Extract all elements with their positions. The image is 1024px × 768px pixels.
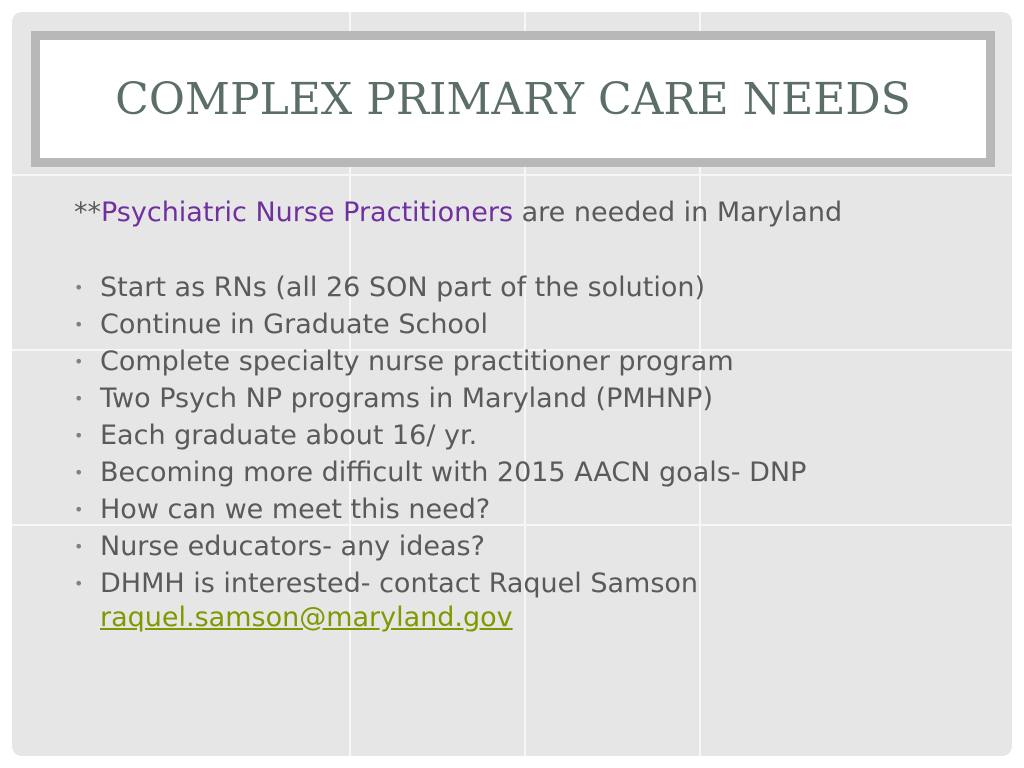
intro-highlight: Psychiatric Nurse Practitioners	[101, 197, 514, 228]
list-item	[74, 269, 974, 306]
bullet-icon: •	[74, 315, 84, 334]
list-item-text: Start as RNs (all 26 SON part of the solution)	[100, 272, 706, 303]
list-item	[74, 565, 974, 634]
bullet-icon: •	[74, 500, 84, 519]
intro-rest: are needed in Maryland	[513, 197, 843, 228]
list-item	[74, 491, 974, 528]
slide-content	[74, 194, 974, 634]
list-item	[74, 528, 974, 565]
title-frame	[31, 31, 995, 167]
list-item	[74, 417, 974, 454]
bullet-icon: •	[74, 352, 84, 371]
intro-prefix: **	[74, 197, 101, 228]
slide	[12, 12, 1012, 756]
list-item-text: Becoming more difficult with 2015 AACN goals- DNP	[100, 457, 807, 488]
list-item-text: DHMH is interested- contact Raquel Samson	[100, 568, 699, 599]
list-item	[74, 306, 974, 343]
list-item-text: How can we meet this need?	[100, 494, 491, 525]
list-item	[74, 343, 974, 380]
list-item-text: Nurse educators- any ideas?	[100, 531, 485, 562]
bullet-icon: •	[74, 278, 84, 297]
grid-line	[12, 174, 1012, 176]
list-item-text: Each graduate about 16/ yr.	[100, 420, 478, 451]
list-item-text: Continue in Graduate School	[100, 309, 488, 340]
list-item	[74, 454, 974, 491]
title-box	[40, 40, 986, 158]
contact-email-link[interactable]: raquel.samson@maryland.gov	[100, 602, 513, 633]
bullet-icon: •	[74, 463, 84, 482]
bullet-icon: •	[74, 574, 84, 593]
list-item-text: Two Psych NP programs in Maryland (PMHNP)	[100, 383, 713, 414]
intro-line	[74, 194, 974, 231]
slide-title: COMPLEX PRIMARY CARE NEEDS	[115, 73, 911, 125]
bullet-icon: •	[74, 537, 84, 556]
bullet-icon: •	[74, 389, 84, 408]
bullet-icon: •	[74, 426, 84, 445]
list-item-text: Complete specialty nurse practitioner program	[100, 346, 734, 377]
bullet-list	[74, 269, 974, 634]
list-item	[74, 380, 974, 417]
